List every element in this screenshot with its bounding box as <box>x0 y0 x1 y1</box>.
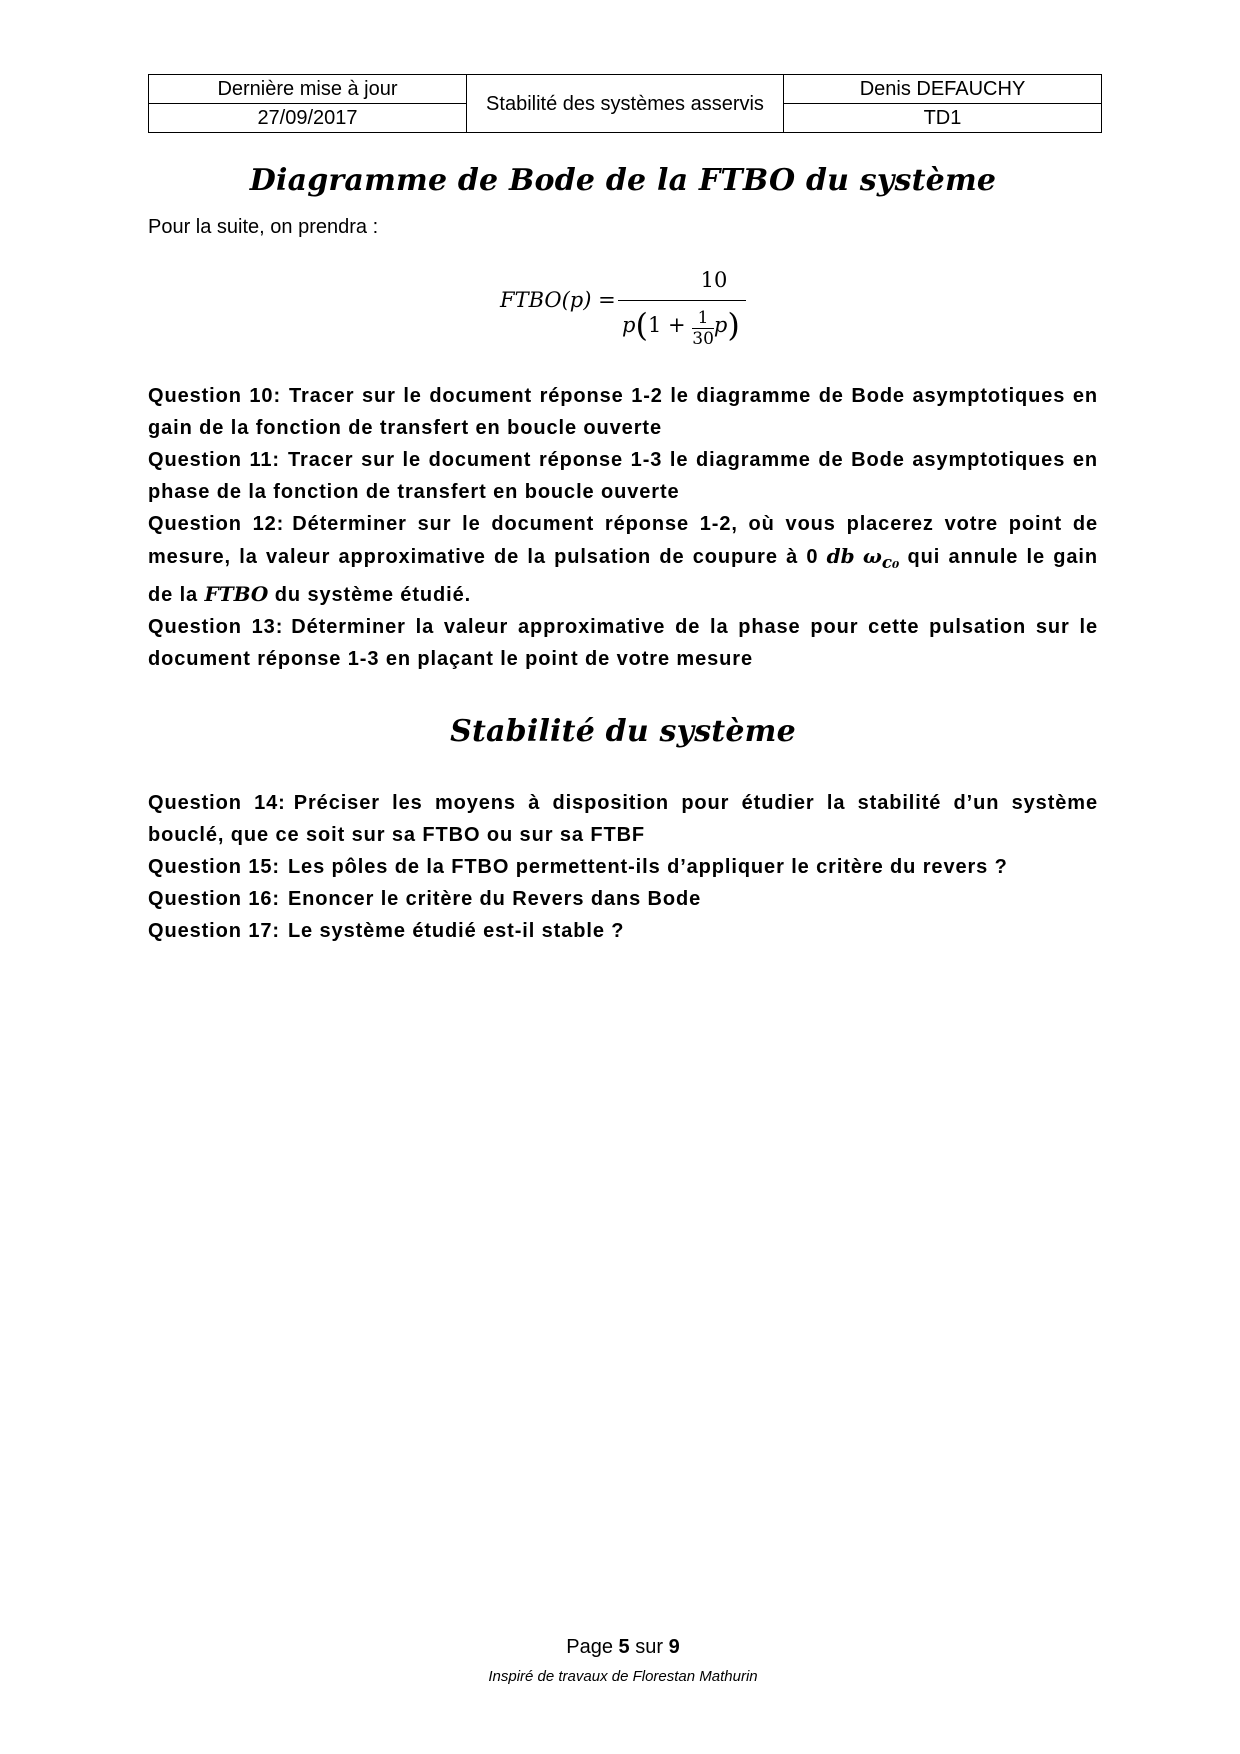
den-one-plus: 1 + <box>647 313 686 337</box>
question-12: Question 12: Déterminer sur le document réponse 1-2, où vous placerez votre point de mesure, la valeur approximative de la pulsation de coupure à 0 db $\omega_{c_0}$ qui annule le gain de la FTBO du système étudié. <box>148 513 1098 606</box>
inspired-credit: Inspiré de travaux de Florestan Mathurin <box>488 1668 758 1685</box>
den-p: p <box>622 313 636 337</box>
last-update-label: Dernière mise à jour <box>149 75 467 104</box>
course-title: Stabilité des systèmes asservis <box>467 75 784 133</box>
math-omega: ω <box>862 544 882 568</box>
question-15: Question 15: Les pôles de la FTBO permettent-ils d’appliquer le critère du revers ? <box>148 856 1008 878</box>
den-tail: p <box>713 313 728 337</box>
section-title-stabilite: Stabilité du système <box>450 714 796 749</box>
question-14: Question 14: Préciser les moyens à disposition pour étudier la stabilité d’un système bouclé, que ce soit sur sa FTBO ou sur sa FTBF <box>148 792 1098 846</box>
small-num: 1 <box>692 308 714 329</box>
question-10: Question 10: Tracer sur le document réponse 1-2 le diagramme de Bode asymptotiques en gain de la fonction de transfert en boucle ouverte <box>148 385 1098 439</box>
intro-text: Pour la suite, on prendra : <box>148 216 379 238</box>
author: Denis DEFAUCHY <box>784 75 1102 104</box>
small-den: 30 <box>692 329 714 349</box>
ftbo-formula <box>500 268 760 358</box>
questions-stabilite <box>148 787 1098 947</box>
doc-id: TD1 <box>784 104 1102 133</box>
last-update-date: 27/09/2017 <box>149 104 467 133</box>
section-title-bode: Diagramme de Bode de la FTBO du système <box>249 163 997 198</box>
header-table <box>148 74 1102 133</box>
math-ftbo: FTBO <box>204 582 269 606</box>
math-db: db <box>826 544 855 568</box>
formula-denominator: p(1 + $\frac{1}{30}$ p) <box>622 306 740 349</box>
page-number: Page 5 sur 9 <box>566 1636 680 1658</box>
questions-bode <box>148 380 1098 675</box>
formula-lhs: FTBO(p) = <box>500 288 616 312</box>
question-16: Question 16: Enoncer le critère du Revers dans Bode <box>148 888 702 910</box>
question-11: Question 11: Tracer sur le document réponse 1-3 le diagramme de Bode asymptotiques en phase de la fonction de transfert en boucle ouverte <box>148 449 1098 503</box>
formula-numerator: 10 <box>700 268 728 292</box>
question-13: Question 13: Déterminer la valeur approximative de la phase pour cette pulsation sur le document réponse 1-3 en plaçant le point de votre mesure <box>148 616 1098 670</box>
fraction-bar <box>618 300 746 301</box>
question-17: Question 17: Le système étudié est-il stable ? <box>148 920 625 942</box>
small-fraction <box>692 308 714 349</box>
